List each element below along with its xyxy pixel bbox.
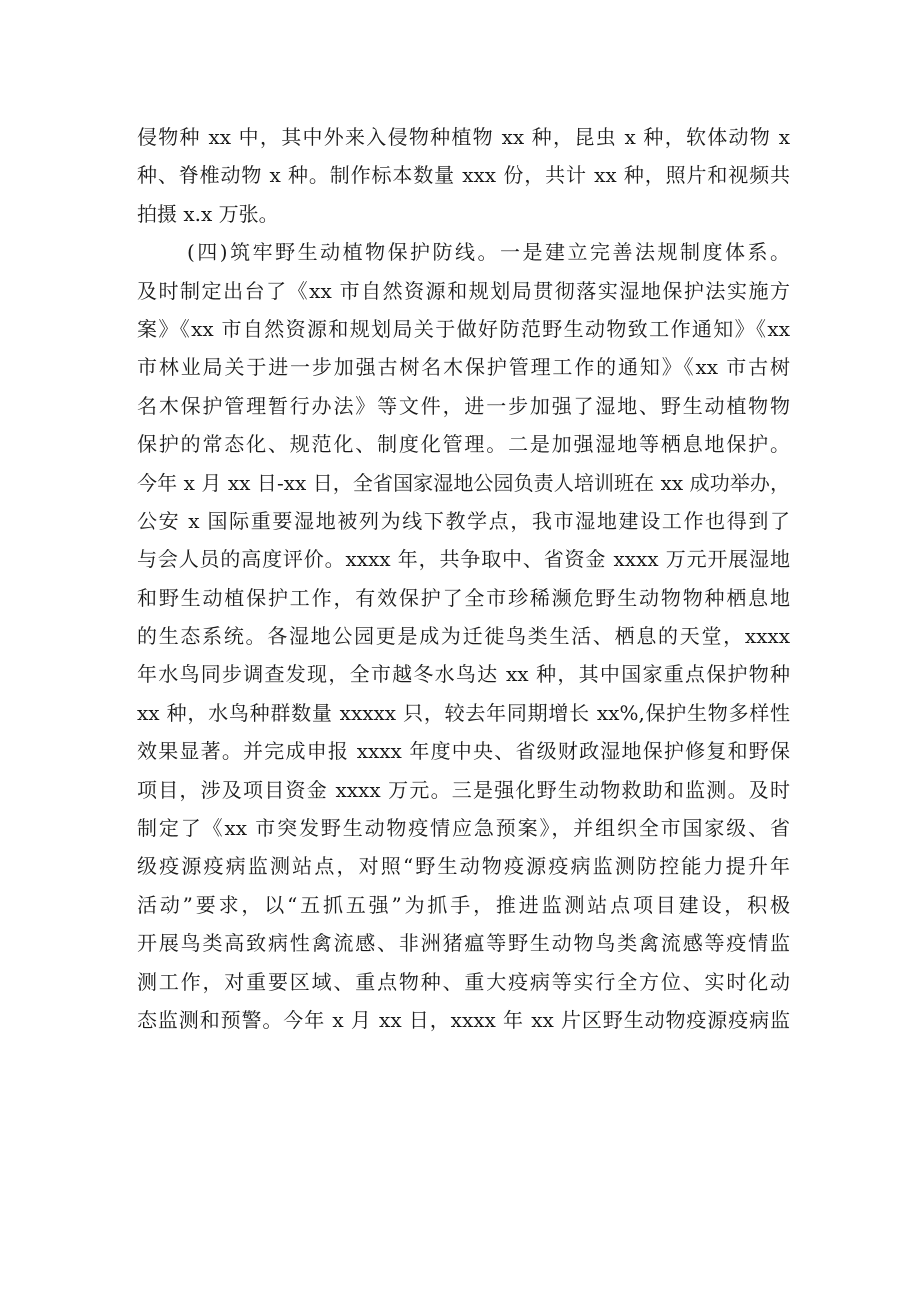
text-line: 制定了《xx 市突发野生动物疫情应急预案》，并组织全市国家级、省 <box>137 816 790 841</box>
text-line: 及时制定出台了《xx 市自然资源和规划局贯彻落实湿地保护法实施方 <box>137 278 790 303</box>
text-line: 种、脊椎动物 x 种。制作标本数量 xxx 份，共计 xx 种，照片和视频共 <box>137 163 790 188</box>
text-line: 今年 x 月 xx 日-xx 日，全省国家湿地公园负责人培训班在 xx 成功举办， <box>137 470 790 495</box>
text-line: 侵物种 xx 中，其中外来入侵物种植物 xx 种，昆虫 x 种，软体动物 x <box>137 125 790 149</box>
text-line: 名木保护管理暂行办法》等文件，进一步加强了湿地、野生动植物物 <box>137 393 790 418</box>
section-heading-line: (四)筑牢野生动植物保护防线。一是建立完善法规制度体系。 <box>187 240 790 265</box>
body-text <box>137 118 790 1039</box>
text-line: 拍摄 x.x 万张。 <box>137 201 279 226</box>
text-line: 开展鸟类高致病性禽流感、非洲猪瘟等野生动物鸟类禽流感等疫情监 <box>137 931 790 956</box>
text-line: xx 种，水鸟种群数量 xxxxx 只，较去年同期增长 xx%,保护生物多样性 <box>137 700 790 725</box>
text-line: 市林业局关于进一步加强古树名木保护管理工作的通知》《xx 市古树 <box>137 355 790 380</box>
text-line: 案》《xx 市自然资源和规划局关于做好防范野生动物致工作通知》《xx <box>137 316 790 341</box>
text-line: 公安 x 国际重要湿地被列为线下教学点，我市湿地建设工作也得到了 <box>137 508 790 533</box>
text-line: 和野生动植保护工作，有效保护了全市珍稀濒危野生动物物种栖息地 <box>137 585 790 610</box>
text-line: 效果显著。并完成申报 xxxx 年度中央、省级财政湿地保护修复和野保 <box>137 739 790 764</box>
text-line: 级疫源疫病监测站点，对照“野生动物疫源疫病监测防控能力提升年 <box>137 854 790 879</box>
text-line: 的生态系统。各湿地公园更是成为迁徙鸟类生活、栖息的天堂，xxxx <box>137 624 790 649</box>
text-line: 年水鸟同步调查发现，全市越冬水鸟达 xx 种，其中国家重点保护物种 <box>137 662 790 687</box>
text-line: 与会人员的高度评价。xxxx 年，共争取中、省资金 xxxx 万元开展湿地 <box>137 547 790 572</box>
text-line: 测工作，对重要区域、重点物种、重大疫病等实行全方位、实时化动 <box>137 969 790 994</box>
text-line: 项目，涉及项目资金 xxxx 万元。三是强化野生动物救助和监测。及时 <box>137 777 790 802</box>
text-line: 保护的常态化、规范化、制度化管理。二是加强湿地等栖息地保护。 <box>137 432 790 457</box>
text-line: 活动”要求，以“五抓五强”为抓手，推进监测站点项目建设，积极 <box>137 892 790 917</box>
text-line: 态监测和预警。今年 x 月 xx 日，xxxx 年 xx 片区野生动物疫源疫病监 <box>137 1007 790 1032</box>
